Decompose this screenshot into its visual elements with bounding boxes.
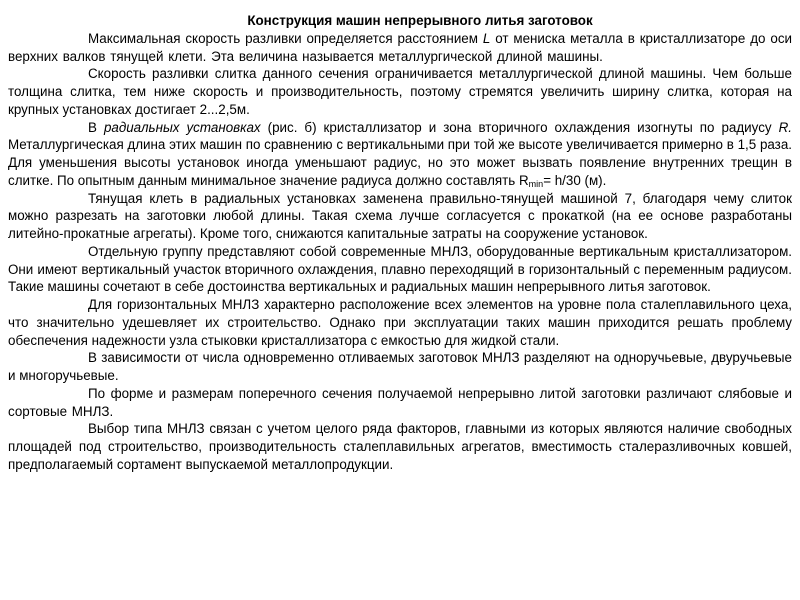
paragraph-2-text: Скорость разливки слитка данного сечения ограничивается металлургической длиной машины. Чем больше толщина слитка, тем ниже скорость и производительность, поэтому стремятся увеличить ширину слитка, которая на крупных установках достигает 2...2,5м. xyxy=(8,66,792,117)
document-page xyxy=(8,12,792,474)
paragraph-7 xyxy=(8,349,792,385)
paragraph-3-text-b: (рис. б) кристаллизатор и зона вторичного охлаждения изогнуты по радиусу xyxy=(260,119,779,135)
paragraph-3 xyxy=(8,119,792,190)
paragraph-7-text: В зависимости от числа одновременно отливаемых заготовок МНЛЗ разделяют на одноручьевые, двуручьевые и многоручьевые. xyxy=(8,350,792,383)
paragraph-4-text: Тянущая клеть в радиальных установках заменена правильно-тянущей машиной 7, благодаря чему слиток можно разрезать на заготовки любой длины. Такая схема лучше согласуется с прокаткой (на ее основе разработаны литейно-прокатные агрегаты). Кроме того, снижаются капитальные затраты на сооружение установок. xyxy=(8,190,792,241)
paragraph-5 xyxy=(8,243,792,296)
paragraph-6 xyxy=(8,296,792,349)
paragraph-1-italic-l: L xyxy=(482,30,491,46)
paragraph-3-text-c: Металлургическая длина этих машин по сравнению с вертикальными при той же высоте увеличивается примерно в 1,5 раза. Для уменьшения высоты установок иногда уменьшают радиус, но это может вызвать появление внутренних трещин в слитке. По опытным данным минимальное значение радиуса должно составлять R xyxy=(8,137,792,188)
paragraph-1 xyxy=(8,30,792,66)
paragraph-9 xyxy=(8,420,792,473)
paragraph-3-subscript-min: min xyxy=(528,178,544,189)
paragraph-9-text: Выбор типа МНЛЗ связан с учетом целого ряда факторов, главными из которых являются наличие свободных площадей под строительство, производительность сталеплавильных агрегатов, вместимость сталеразливочных ковшей, предполагаемый сортамент выпускаемой металлопродукции. xyxy=(8,421,792,472)
paragraph-3-text-d: = h/30 (м). xyxy=(543,172,607,188)
paragraph-1-text-a: Максимальная скорость разливки определяется расстоянием xyxy=(88,30,483,46)
paragraph-3-text-a: В xyxy=(88,119,104,135)
paragraph-3-italic-radial: радиальных установках xyxy=(103,119,261,135)
paragraph-4 xyxy=(8,190,792,243)
paragraph-3-italic-r: R. xyxy=(778,119,792,135)
paragraph-6-text: Для горизонтальных МНЛЗ характерно расположение всех элементов на уровне пола сталеплавильного цеха, что значительно удешевляет их строительство. Однако при эксплуатации таких машин приходится решать проблему обеспечения надежности узла стыковки кристаллизатора с емкостью для жидкой стали. xyxy=(8,297,792,348)
document-title: Конструкция машин непрерывного литья заготовок xyxy=(247,13,593,28)
paragraph-1-text-b: от мениска металла в кристаллизаторе до оси верхних валков тянущей клети. Эта величина называется металлургической длиной машины. xyxy=(8,30,792,64)
paragraph-5-text: Отдельную группу представляют собой современные МНЛЗ, оборудованные вертикальным кристаллизатором. Они имеют вертикальный участок вторичного охлаждения, плавно переходящий в горизонтальный с переменным радиусом. Такие машины сочетают в себе достоинства вертикальных и радиальных машин непрерывного литья заготовок. xyxy=(8,243,792,295)
paragraph-8 xyxy=(8,385,792,421)
paragraph-8-text: По форме и размерам поперечного сечения получаемой непрерывно литой заготовки различают слябовые и сортовые МНЛЗ. xyxy=(8,385,792,419)
paragraph-2 xyxy=(8,65,792,118)
